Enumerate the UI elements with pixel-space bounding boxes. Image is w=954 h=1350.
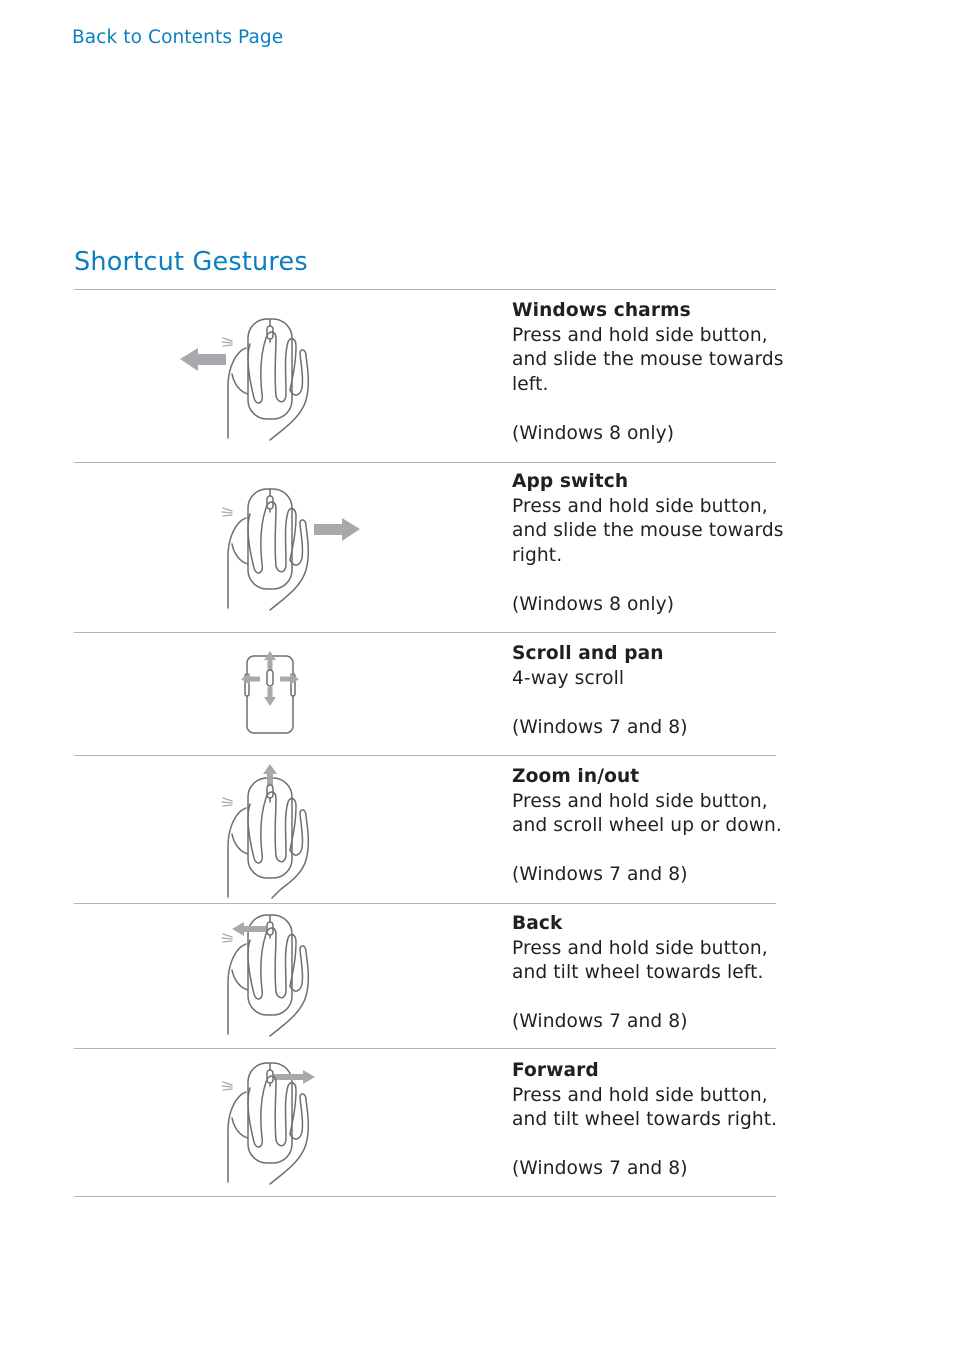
table-rule <box>74 462 776 463</box>
hand-mouse-scroll-up-icon <box>170 764 320 900</box>
gesture-description-line: right. <box>512 544 563 566</box>
gesture-os-note: (Windows 7 and 8) <box>512 1158 688 1179</box>
table-rule <box>74 632 776 633</box>
back-to-contents-link[interactable]: Back to Contents Page <box>72 27 284 48</box>
gesture-scroll-and-pan <box>512 642 812 740</box>
gesture-windows-charms <box>512 299 812 446</box>
gesture-description-line: and slide the mouse towards <box>512 349 784 370</box>
gesture-description-line: and tilt wheel towards right. <box>512 1109 778 1130</box>
gesture-description-line: 4-way scroll <box>512 667 625 689</box>
gesture-app-switch <box>512 470 812 617</box>
table-rule <box>74 755 776 756</box>
gesture-title: Back <box>512 913 563 934</box>
page-title: Shortcut Gestures <box>74 247 308 277</box>
table-rule <box>74 1196 776 1197</box>
table-rule <box>74 1048 776 1049</box>
hand-mouse-tilt-right-icon <box>170 1058 320 1188</box>
gesture-os-note: (Windows 8 only) <box>512 422 675 444</box>
gesture-title: Forward <box>512 1060 599 1081</box>
hand-mouse-slide-left-icon <box>170 314 320 444</box>
gesture-title: App switch <box>512 471 629 492</box>
gesture-title: Scroll and pan <box>512 643 664 664</box>
gesture-title: Zoom in/out <box>512 766 640 787</box>
gesture-description-line: and tilt wheel towards left. <box>512 962 764 983</box>
gesture-description-line: Press and hold side button, <box>512 790 768 812</box>
gesture-os-note: (Windows 7 and 8) <box>512 716 688 738</box>
gesture-zoom <box>512 765 812 888</box>
table-rule <box>74 289 776 290</box>
gesture-description-line: Press and hold side button, <box>512 495 768 517</box>
gesture-description-line: Press and hold side button, <box>512 324 768 346</box>
gesture-forward <box>512 1059 812 1182</box>
table-rule <box>74 903 776 904</box>
gesture-description-line: and slide the mouse towards <box>512 520 784 541</box>
gesture-description-line: Press and hold side button, <box>512 937 768 959</box>
gesture-os-note: (Windows 8 only) <box>512 593 675 615</box>
gesture-title: Windows charms <box>512 300 691 321</box>
gesture-os-note: (Windows 7 and 8) <box>512 1011 688 1032</box>
hand-mouse-tilt-left-icon <box>170 910 320 1040</box>
gesture-description-line: Press and hold side button, <box>512 1084 768 1106</box>
gesture-description-line: and scroll wheel up or down. <box>512 815 782 836</box>
gesture-back <box>512 912 812 1035</box>
gesture-description-line: left. <box>512 373 549 395</box>
gesture-os-note: (Windows 7 and 8) <box>512 864 688 885</box>
mouse-four-way-scroll-icon <box>236 648 306 740</box>
hand-mouse-slide-right-icon <box>170 484 370 614</box>
